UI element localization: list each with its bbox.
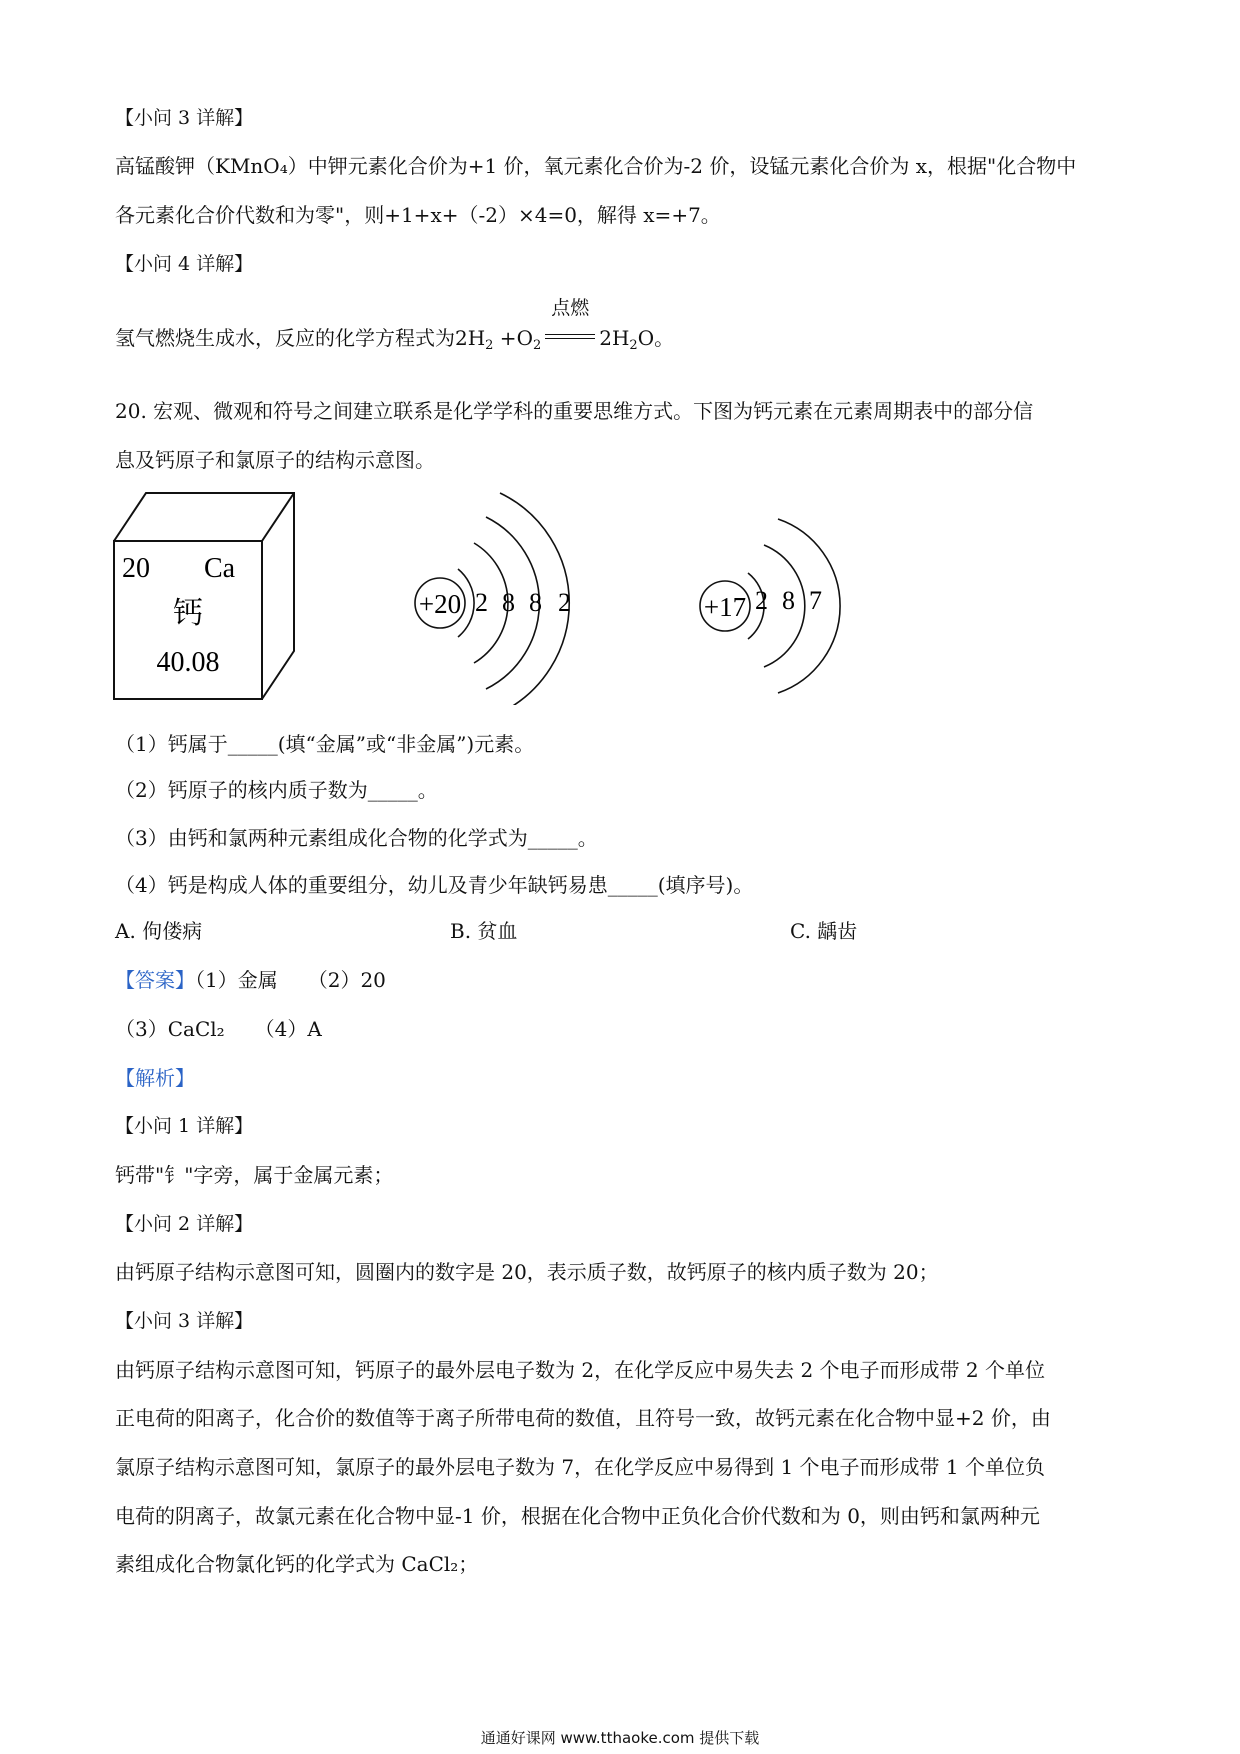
q20-stem-line2: 息及钙原子和氯原子的结构示意图。 xyxy=(115,448,435,472)
q20-stem-line1: 20. 宏观、微观和符号之间建立联系是化学学科的重要思维方式。下图为钙元素在元素周期表中的部分信 xyxy=(115,399,1034,423)
q20-sub2-heading: 【小问 2 详解】 xyxy=(115,1213,254,1235)
q19-sub4-text: 氢气燃烧生成水，反应的化学方程式为 xyxy=(115,326,455,350)
analysis-label: 【解析】 xyxy=(115,1066,195,1090)
equation-left: $2H_2 +O_2$ xyxy=(455,326,542,353)
q20-question-2: （2）钙原子的核内质子数为_____。 xyxy=(115,778,438,802)
q20-question-4: （4）钙是构成人体的重要组分，幼儿及青少年缺钙易患_____(填序号)。 xyxy=(115,873,754,897)
reaction-arrow xyxy=(545,297,595,352)
element-card xyxy=(114,493,294,699)
page-footer: 通通好课网 www.tthaoke.com 提供下载 xyxy=(480,1729,760,1747)
q20-sub3-line1: 由钙原子结构示意图可知，钙原子的最外层电子数为 2，在化学反应中易失去 2 个电子而形成带 2 个单位 xyxy=(115,1358,1045,1382)
q19-sub3-line2: 各元素化合价代数和为零"，则+1+x+（-2）×4=0，解得 x=+7。 xyxy=(115,203,721,227)
ca-shell-2: 8 xyxy=(502,588,515,617)
chlorine-atom-diagram xyxy=(700,519,840,693)
q20-question-3: （3）由钙和氯两种元素组成化合物的化学式为_____。 xyxy=(115,826,598,850)
ca-shell-1: 2 xyxy=(475,588,488,617)
q19-sub3-line1: 高锰酸钾（KMnO₄）中钾元素化合价为+1 价，氧元素化合价为-2 价，设锰元素化合价为 x，根据"化合物中 xyxy=(115,154,1077,178)
q20-sub1-text: 钙带"钅"字旁，属于金属元素； xyxy=(115,1163,394,1187)
q20-sub3-line2: 正电荷的阳离子，化合价的数值等于离子所带电荷的数值，且符号一致，故钙元素在化合物中显+2 价，由 xyxy=(115,1406,1051,1430)
q20-sub1-heading: 【小问 1 详解】 xyxy=(115,1115,254,1137)
cl-shell-1: 2 xyxy=(755,586,768,615)
q19-sub4-equation-line xyxy=(115,297,675,353)
element-symbol: Ca xyxy=(204,553,236,584)
q19-sub4-heading: 【小问 4 详解】 xyxy=(115,253,254,275)
q20-sub2-text: 由钙原子结构示意图可知，圆圈内的数字是 20，表示质子数，故钙原子的核内质子数为 20； xyxy=(115,1260,939,1284)
atomic-mass: 40.08 xyxy=(156,647,220,678)
option-b: B. 贫血 xyxy=(450,919,518,943)
q20-question-1: （1）钙属于_____(填“金属”或“非金属”)元素。 xyxy=(115,732,535,756)
answer-label: 【答案】 xyxy=(115,968,195,992)
atomic-number: 20 xyxy=(122,553,150,584)
option-a: A. 佝偻病 xyxy=(115,919,203,943)
calcium-atom-diagram xyxy=(415,493,571,705)
reaction-condition: 点燃 xyxy=(551,297,590,319)
answer-line-2: （3）CaCl₂ （4）A xyxy=(115,1017,322,1041)
q20-sub3-line5: 素组成化合物氯化钙的化学式为 CaCl₂； xyxy=(115,1552,479,1576)
answer-text-1: （1）金属 （2）20 xyxy=(195,968,386,992)
structure-figure xyxy=(100,485,880,705)
q20-sub3-line3: 氯原子结构示意图可知，氯原子的最外层电子数为 7，在化学反应中易得到 1 个电子而形成带 1 个单位负 xyxy=(115,1455,1045,1479)
q20-sub3-heading: 【小问 3 详解】 xyxy=(115,1310,254,1332)
cl-nucleus-charge: +17 xyxy=(703,592,747,622)
element-name: 钙 xyxy=(173,597,203,630)
option-c: C. 龋齿 xyxy=(790,919,858,943)
q19-sub3-heading: 【小问 3 详解】 xyxy=(115,107,254,129)
answer-line-1 xyxy=(115,966,386,994)
ca-shell-3: 8 xyxy=(529,588,542,617)
ca-shell-4: 2 xyxy=(558,588,571,617)
equation-end: 。 xyxy=(654,326,675,350)
cl-shell-2: 8 xyxy=(782,586,795,615)
q20-sub3-line4: 电荷的阴离子，故氯元素在化合物中显-1 价，根据在化合物中正负化合价代数和为 0，则由钙和氯两种元 xyxy=(115,1504,1040,1528)
cl-shell-3: 7 xyxy=(809,586,822,615)
equation-right: $2H_2O$ xyxy=(599,326,655,353)
ca-nucleus-charge: +20 xyxy=(418,589,462,619)
